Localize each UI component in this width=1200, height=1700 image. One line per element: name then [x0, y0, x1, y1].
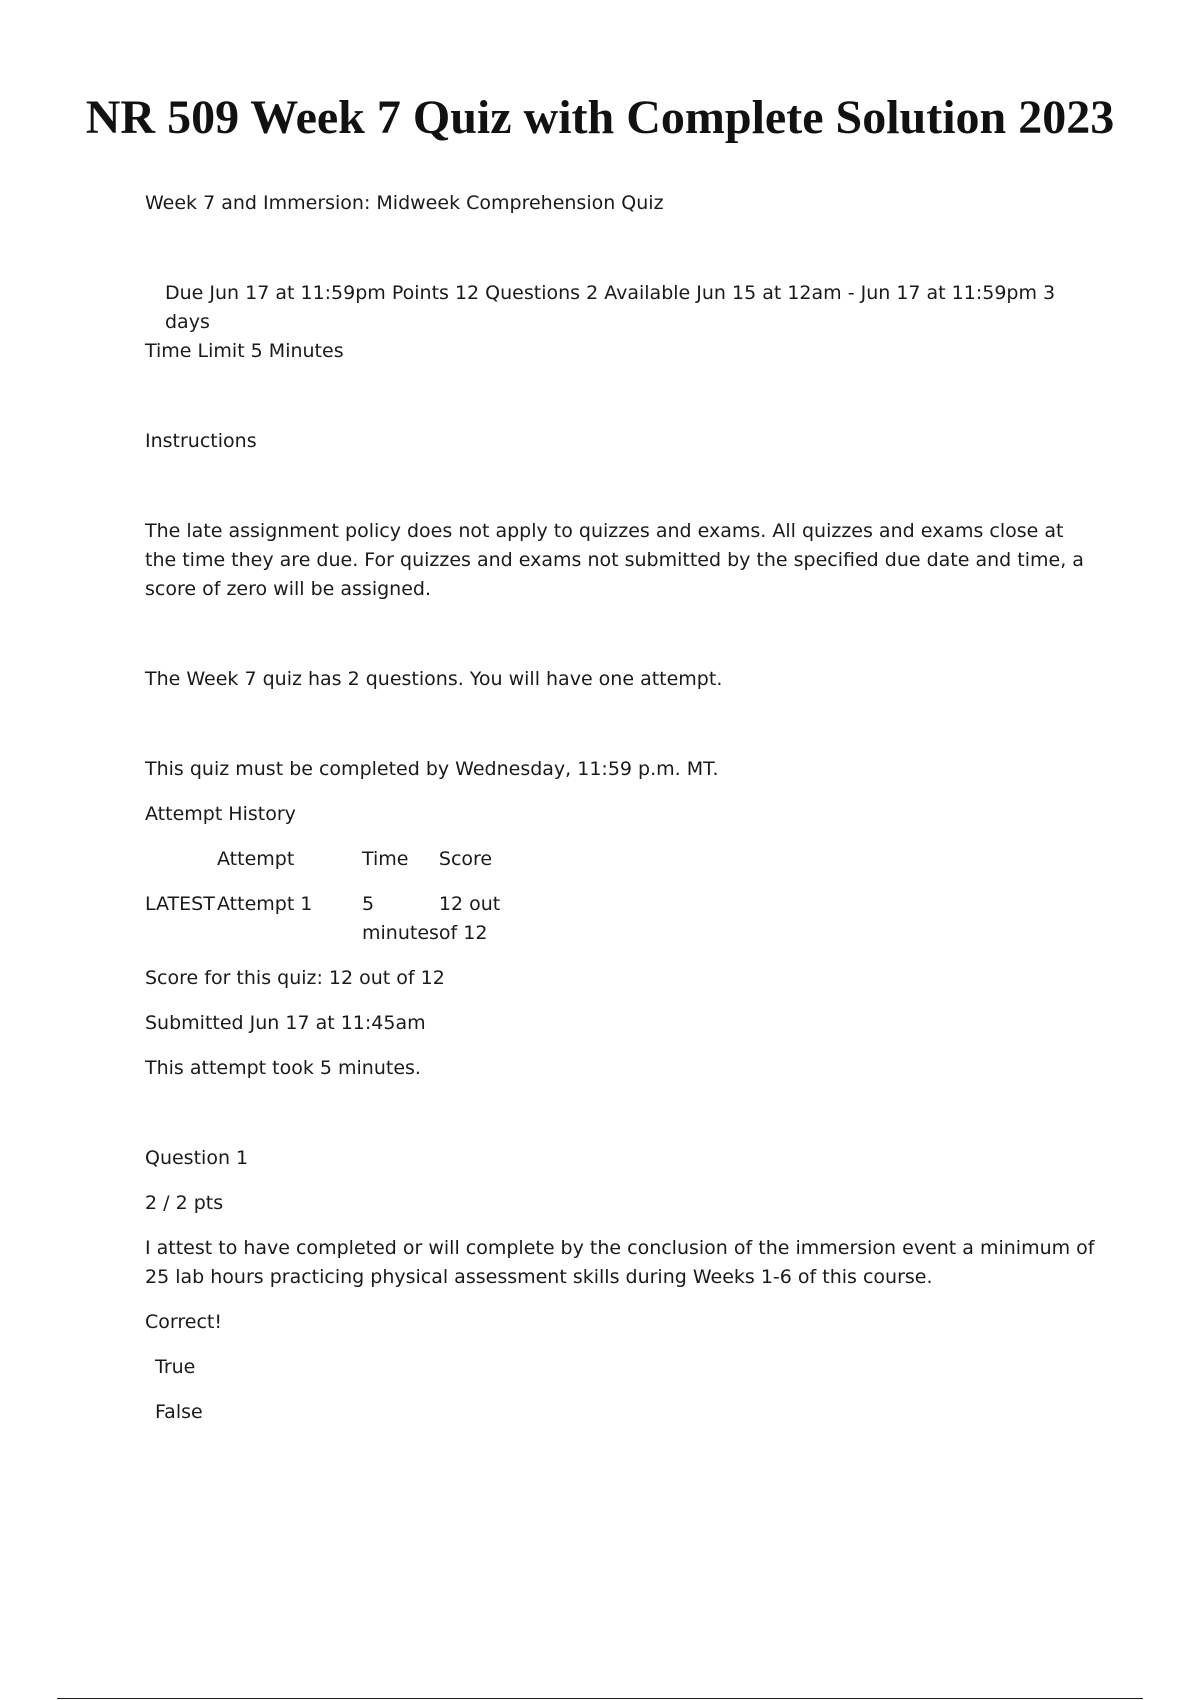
attempt-time: 5 minutes	[362, 893, 439, 944]
page-divider	[57, 1698, 1143, 1699]
attempt-duration: This attempt took 5 minutes.	[145, 1057, 421, 1079]
quiz-meta	[145, 279, 1100, 366]
answer-option-false[interactable]: False	[155, 1401, 203, 1423]
attempt-link[interactable]: Attempt 1	[217, 893, 313, 915]
table-header-row	[145, 845, 511, 890]
late-policy-text: The late assignment policy does not apply to quizzes and exams. All quizzes and exams close at the time they are due. For quizzes and exams not submitted by the specified due date and time, a score of zero will be assigned.	[145, 520, 1084, 600]
latest-tag: LATEST	[145, 893, 215, 915]
column-header-score: Score	[438, 848, 493, 870]
table-row	[145, 890, 511, 948]
question-points: 2 / 2 pts	[145, 1192, 224, 1214]
quiz-heading: Week 7 and Immersion: Midweek Comprehension Quiz	[145, 192, 664, 214]
time-limit: Time Limit 5 Minutes	[145, 340, 344, 362]
attempt-history-table	[145, 845, 511, 948]
deadline-note: This quiz must be completed by Wednesday, 11:59 p.m. MT.	[145, 758, 719, 780]
question-number: Question 1	[145, 1147, 249, 1169]
column-header-time: Time	[362, 848, 409, 870]
attempt-history-label: Attempt History	[145, 803, 296, 825]
question-text: I attest to have completed or will complete by the conclusion of the immersion event a minimum of 25 lab hours practicing physical assessment skills during Weeks 1-6 of this course.	[145, 1237, 1095, 1288]
column-header-attempt: Attempt	[217, 848, 295, 870]
answer-option-true[interactable]: True	[155, 1356, 196, 1378]
score-summary: Score for this quiz: 12 out of 12	[145, 967, 445, 989]
submitted-time: Submitted Jun 17 at 11:45am	[145, 1012, 426, 1034]
attempts-note: The Week 7 quiz has 2 questions. You will have one attempt.	[145, 668, 723, 690]
quiz-meta-details: Due Jun 17 at 11:59pm Points 12 Questions 2 Available Jun 15 at 12am - Jun 17 at 11:59pm 3 days	[165, 282, 1056, 333]
instructions-label: Instructions	[145, 430, 257, 452]
document-title: NR 509 Week 7 Quiz with Complete Solution 2023	[85, 91, 1115, 144]
attempt-score: 12 out of 12	[438, 893, 501, 944]
question-block	[145, 1144, 1100, 1427]
document-body	[145, 189, 1100, 1443]
answer-result: Correct!	[145, 1311, 222, 1333]
